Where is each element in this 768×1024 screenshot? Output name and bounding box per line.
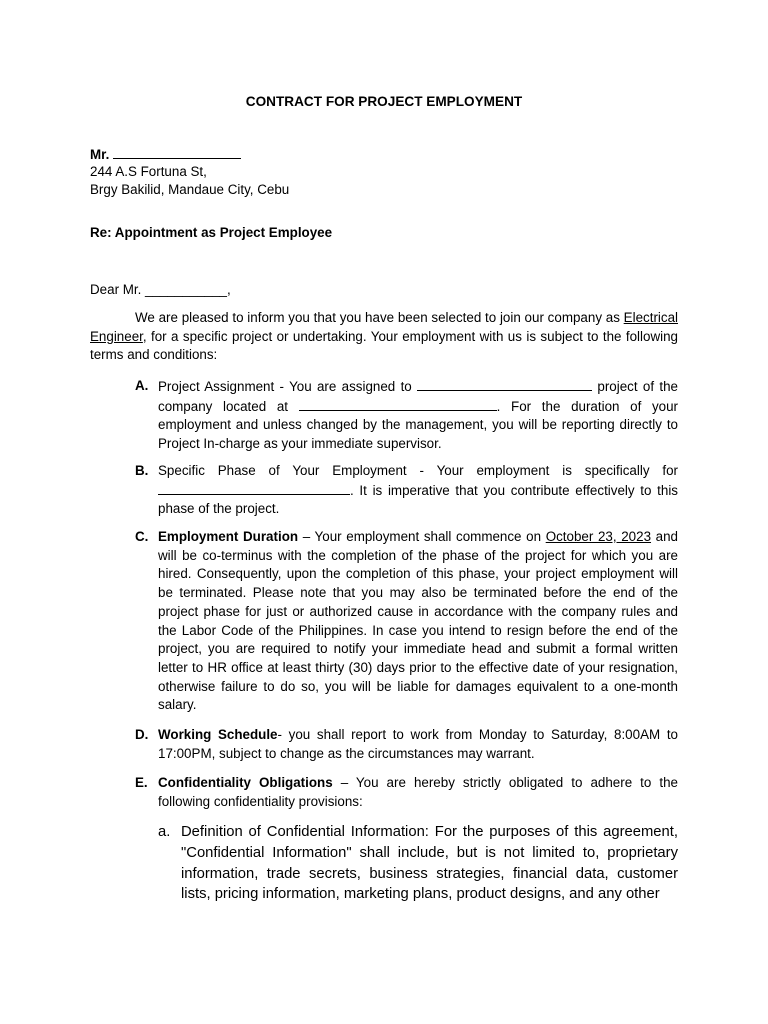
item-text: and will be co-terminus with the completion of the phase of the project for which you are hired. Consequently, upon the completion of this phase, your project employment will be terminated. Please note that you may also be terminated before the end of the project phase for just or authorized cause in accordance with the company rules and the Labor Code of the Philippines. In case you intend to resign before the end of the project, you are required to notify your immediate head and submit a formal written letter to HR office at least thirty (30) days prior to the effective date of your resignation, otherwise failure to do so, you will be liable for damages equivalent to a one-month salary.: [158, 529, 679, 713]
item-text: - you shall report to work from Monday to Saturday, 8:00AM to 17:00PM, subject to change as the circumstances may warrant.: [158, 727, 678, 761]
addressee-block: [90, 145, 289, 199]
intro-text-1: We are pleased to inform you that you have been selected to join our company as: [135, 310, 624, 325]
item-text: – Your employment shall commence on: [298, 529, 546, 544]
re-line: Re: Appointment as Project Employee: [90, 225, 333, 240]
intro-text-2: , for a specific project or undertaking. Your employment with us is subject to the following terms and conditions:: [90, 328, 678, 363]
position-title: Electrical Engineer: [90, 310, 678, 344]
item-letter: C.: [135, 529, 149, 544]
item-letter: E.: [135, 775, 148, 790]
dear-line: Dear Mr. ___________,: [90, 282, 231, 297]
item-text: – You are hereby strictly obligated to adhere to the following confidentiality provisions:: [158, 775, 678, 809]
location-blank: [299, 397, 497, 411]
address-line-1: 244 A.S Fortuna St,: [90, 164, 207, 179]
item-text: Project Assignment - You are assigned to: [158, 379, 418, 394]
term-item-d: [135, 726, 678, 763]
phase-blank: [158, 481, 350, 495]
document-title: CONTRACT FOR PROJECT EMPLOYMENT: [245, 94, 523, 109]
name-blank: [113, 145, 241, 159]
confidentiality-subitem-a: [158, 822, 678, 905]
salutation-label: Mr.: [90, 147, 110, 162]
term-item-b: [135, 462, 678, 519]
term-item-c: [135, 528, 678, 715]
addressee-name-line: [90, 145, 289, 163]
term-item-a: [135, 377, 678, 454]
address-line-2: Brgy Bakilid, Mandaue City, Cebu: [90, 182, 290, 197]
item-body: [158, 528, 678, 715]
item-body: [158, 462, 678, 519]
item-body: [158, 726, 678, 763]
item-letter: B.: [135, 463, 149, 478]
subitem-body: Definition of Confidential Information: For the purposes of this agreement, "Confidential Information" shall include, but is not limited to, proprietary information, trade secrets, business strategies, financial data, customer lists, pricing information, marketing plans, product designs, and any other: [181, 824, 678, 903]
intro-paragraph: [90, 309, 678, 365]
item-body: [158, 377, 678, 454]
item-letter: D.: [135, 727, 149, 742]
subitem-letter: a.: [158, 824, 171, 840]
start-date: October 23, 2023: [545, 529, 652, 544]
item-text: project of the company located at: [158, 379, 678, 414]
item-body: [158, 774, 678, 811]
item-heading: Working Schedule: [158, 727, 278, 742]
item-letter: A.: [135, 378, 149, 393]
project-blank: [417, 377, 592, 391]
item-heading: Confidentiality Obligations: [158, 775, 333, 790]
item-heading: Employment Duration: [158, 529, 299, 544]
term-item-e: [135, 774, 678, 811]
item-text: . It is imperative that you contribute effectively to this phase of the project.: [158, 482, 678, 517]
item-text: Specific Phase of Your Employment - Your employment is specifically for: [158, 463, 678, 478]
item-text: . For the duration of your employment and unless changed by the management, you will be reporting directly to Project In-charge as your immediate supervisor.: [158, 398, 678, 452]
